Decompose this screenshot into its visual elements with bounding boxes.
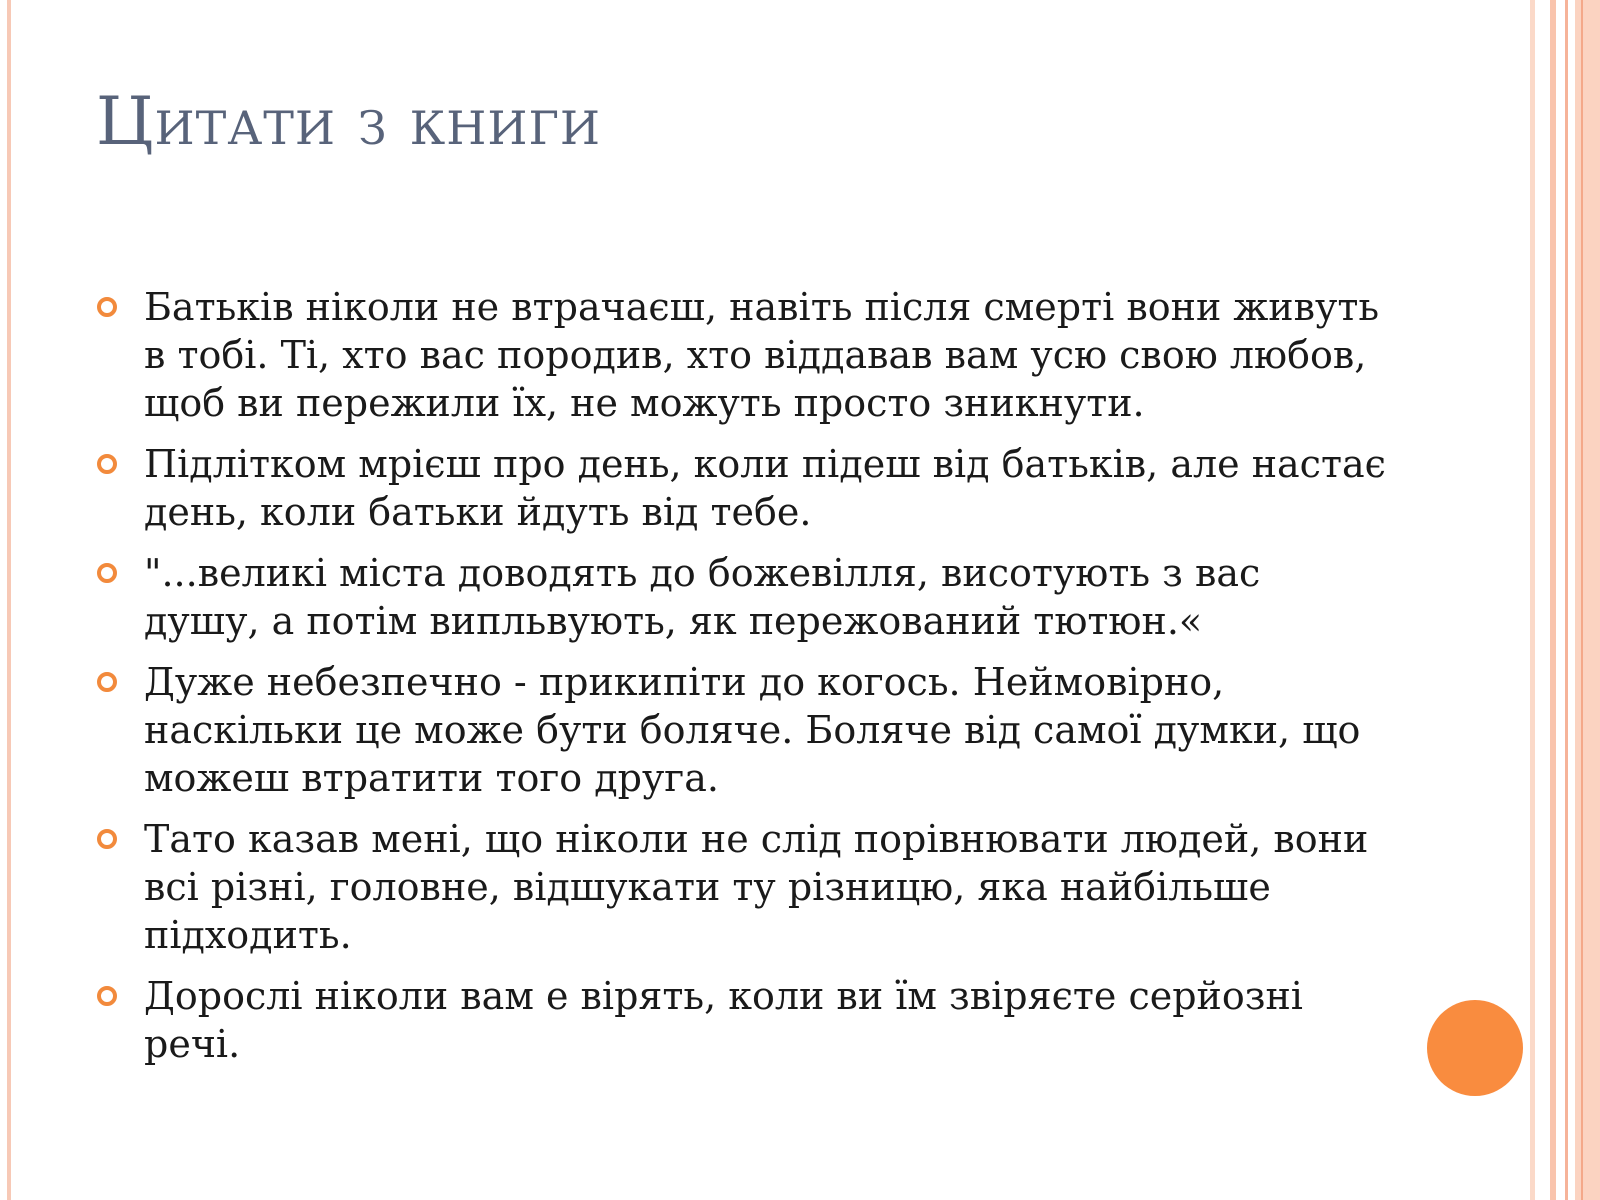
bullet-circle-icon — [97, 829, 117, 849]
quote-text: Дорослі ніколи вам е вірять, коли ви їм звіряєте серйозні речі. — [144, 974, 1303, 1066]
quote-item — [96, 549, 1386, 645]
quote-item — [96, 658, 1386, 802]
quote-item — [96, 283, 1386, 427]
slide-title: Цитати з книги — [96, 83, 602, 160]
right-stripe — [1530, 0, 1535, 1200]
quote-list — [96, 283, 1386, 1081]
bullet-circle-icon — [97, 672, 117, 692]
bullet-circle-icon — [97, 297, 117, 317]
right-stripe — [1581, 0, 1583, 1200]
right-stripe — [1575, 0, 1600, 1200]
quote-text: Батьків ніколи не втрачаєш, навіть після смерті вони живуть в тобі. Ті, хто вас породив, хто віддавав вам усю свою любов, щоб ви пережили їх, не можуть просто зникнути. — [144, 285, 1380, 425]
bullet-circle-icon — [97, 454, 117, 474]
decorative-circle-icon — [1427, 1000, 1523, 1096]
quote-text: Підлітком мрієш про день, коли підеш від батьків, але настає день, коли батьки йдуть від тебе. — [144, 442, 1386, 534]
right-stripe — [1550, 0, 1556, 1200]
quote-text: Дуже небезпечно - прикипіти до когось. Неймовірно, наскільки це може бути боляче. Боляче від самої думки, що можеш втратити того друга. — [144, 660, 1361, 800]
quote-item — [96, 440, 1386, 536]
quote-item — [96, 972, 1386, 1068]
left-border — [7, 0, 11, 1200]
right-stripe — [1565, 0, 1568, 1200]
quote-item — [96, 815, 1386, 959]
quote-text: "...великі міста доводять до божевілля, висотують з вас душу, а потім випльвують, як пережований тютюн.« — [144, 551, 1261, 643]
bullet-circle-icon — [97, 986, 117, 1006]
bullet-circle-icon — [97, 563, 117, 583]
quote-text: Тато казав мені, що ніколи не слід порівнювати людей, вони всі різні, головне, відшукати ту різницю, яка найбільше підходить. — [144, 817, 1369, 957]
